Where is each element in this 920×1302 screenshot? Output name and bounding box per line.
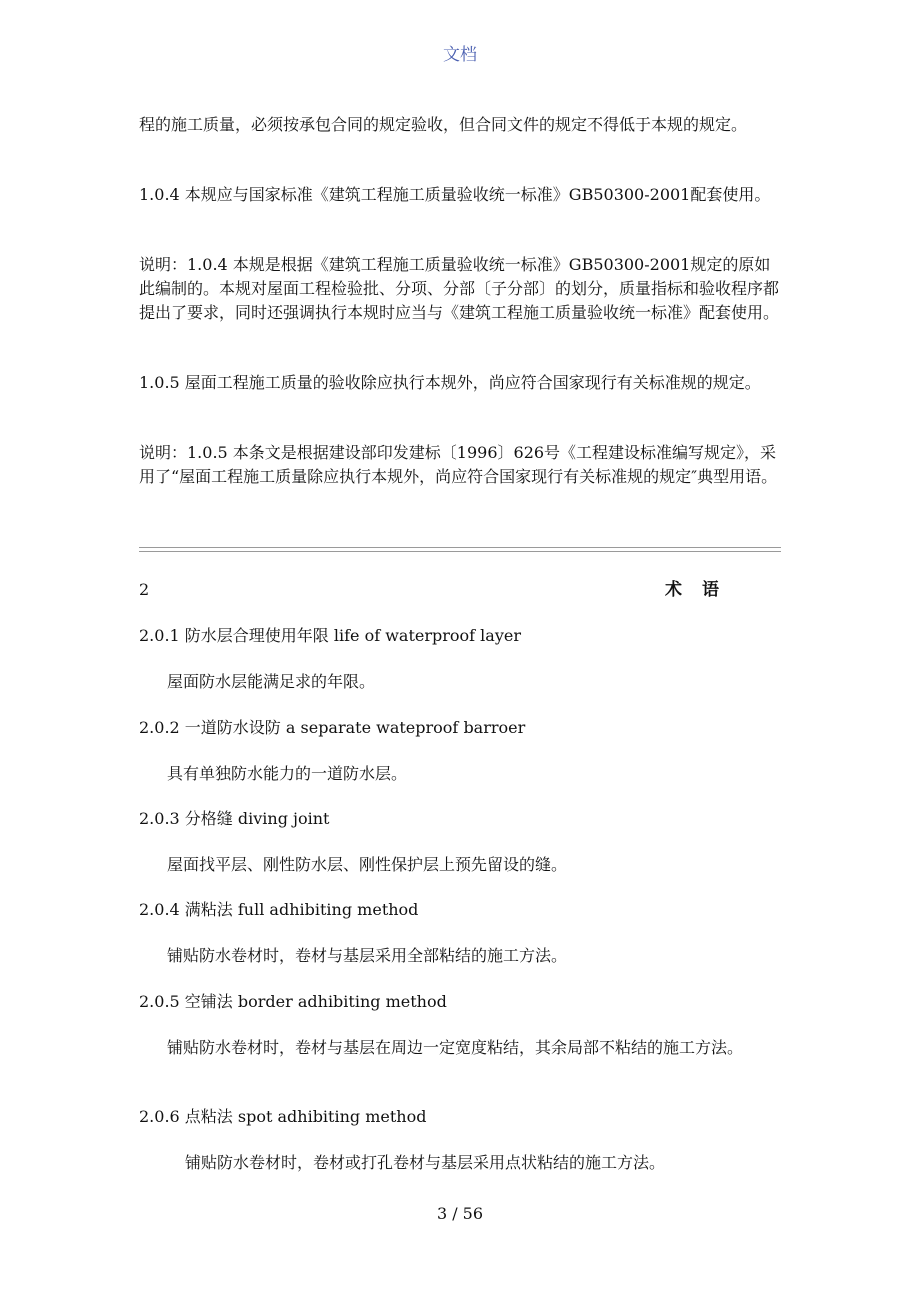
section-divider-bottom <box>139 551 781 552</box>
term-definition-2-0-6: 铺贴防水卷材时，卷材或打孔卷材与基层采用点状粘结的施工方法。 <box>185 1153 666 1172</box>
term-definition-2-0-3: 屋面找平层、刚性防水层、刚性保护层上预先留设的缝。 <box>167 855 568 874</box>
paragraph-clause-1-0-5: 1.0.5 屋面工程施工质量的验收除应执行本规外，尚应符合国家现行有关标准规的规定。 <box>139 373 761 392</box>
term-heading-2-0-5: 2.0.5 空铺法 border adhibiting method <box>139 992 447 1011</box>
paragraph-continuation: 程的施工质量，必须按承包合同的规定验收，但合同文件的规定不得低于本规的规定。 <box>139 115 748 134</box>
term-heading-2-0-6: 2.0.6 点粘法 spot adhibiting method <box>139 1107 427 1126</box>
page-header-title: 文档 <box>443 45 477 65</box>
paragraph-clause-1-0-4: 1.0.4 本规应与国家标准《建筑工程施工质量验收统一标准》GB50300-2001配套使用。 <box>139 185 771 204</box>
paragraph-note-1-0-4: 说明：1.0.4 本规是根据《建筑工程施工质量验收统一标准》GB50300-2001规定的原如此编制的。本规对屋面工程检验批、分项、分部〔子分部〕的划分，质量指标和验收程序都提出了要求，同时还强调执行本规时应当与《建筑工程施工质量验收统一标准》配套使用。 <box>139 255 780 322</box>
page-number: 3 / 56 <box>436 1204 484 1223</box>
term-heading-2-0-3: 2.0.3 分格缝 diving joint <box>139 809 330 828</box>
term-definition-2-0-5: 铺贴防水卷材时，卷材与基层在周边一定宽度粘结，其余局部不粘结的施工方法。 <box>167 1038 744 1057</box>
term-heading-2-0-2: 2.0.2 一道防水设防 a separate wateproof barroer <box>139 718 526 737</box>
term-definition-2-0-1: 屋面防水层能满足求的年限。 <box>167 672 376 691</box>
term-heading-2-0-4: 2.0.4 满粘法 full adhibiting method <box>139 900 419 919</box>
term-heading-2-0-1: 2.0.1 防水层合理使用年限 life of waterproof layer <box>139 626 521 645</box>
term-definition-2-0-2: 具有单独防水能力的一道防水层。 <box>167 764 408 783</box>
term-definition-2-0-4: 铺贴防水卷材时，卷材与基层采用全部粘结的施工方法。 <box>167 946 568 965</box>
section-number: 2 <box>139 580 150 599</box>
section-divider-top <box>139 547 781 548</box>
paragraph-note-1-0-5: 说明：1.0.5 本条文是根据建设部印发建标〔1996〕626号《工程建设标准编写规定》，采用了“屋面工程施工质量除应执行本规外，尚应符合国家现行有关标准规的规定″典型用语。 <box>139 443 778 486</box>
section-title: 术语 <box>665 580 739 600</box>
